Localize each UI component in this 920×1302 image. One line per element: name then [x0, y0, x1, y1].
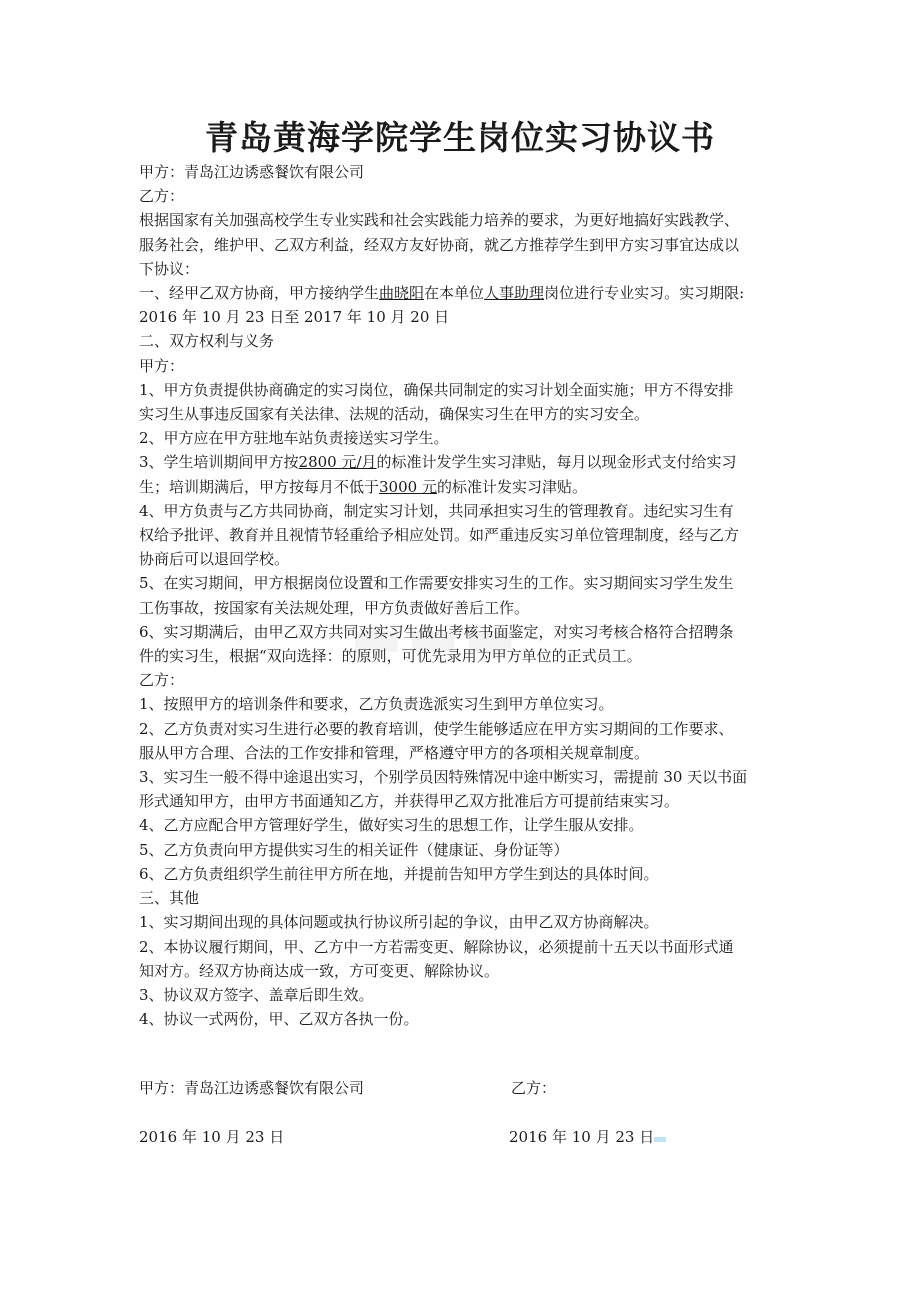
clause-b5: 5、乙方负责向甲方提供实习生的相关证件（健康证、身份证等）	[139, 840, 569, 859]
clause-b1: 1、按照甲方的培训条件和要求，乙方负责选派实习生到甲方单位实习。	[139, 695, 614, 714]
clause-text: 在本单位	[424, 284, 485, 303]
clause-text: 的标准计发实习津贴。	[436, 477, 587, 496]
intro-line: 服务社会，维护甲、乙双方利益，经双方友好协商，就乙方推荐学生到甲方实习事宜达成以	[139, 235, 740, 254]
clause-a1: 1、甲方负责提供协商确定的实习岗位，确保共同制定的实习计划全面实施；甲方不得安排	[139, 380, 734, 399]
clause-a5: 工伤事故，按国家有关法规处理，甲方负责做好善后工作。	[139, 598, 530, 617]
signature-party-a: 甲方：青岛江边诱惑餐饮有限公司	[139, 1079, 365, 1097]
clause-a1: 实习生从事违反国家有关法律、法规的活动，确保实习生在甲方的实习安全。	[139, 405, 650, 424]
clause-b4: 4、乙方应配合甲方管理好学生，做好实习生的思想工作，让学生服从安排。	[139, 816, 644, 835]
clause-b2: 服从甲方合理、合法的工作安排和管理，严格遵守甲方的各项相关规章制度。	[139, 743, 650, 762]
clause-b6: 6、乙方负责组织学生前往甲方所在地，并提前告知甲方学生到达的具体时间。	[139, 864, 659, 883]
intro-line: 根据国家有关加强高校学生专业实践和社会实践能力培养的要求，为更好地搞好实践教学、	[139, 211, 740, 230]
intro-line: 下协议：	[139, 259, 200, 278]
clause-a3	[139, 450, 799, 474]
signature-date-b-wrap	[509, 1125, 666, 1149]
section-heading: 二、双方权利与义务	[139, 332, 275, 351]
clause-c1: 1、实习期间出现的具体问题或执行协议所引起的争议，由甲乙双方协商解决。	[139, 913, 659, 932]
clause-a3	[139, 475, 799, 499]
clause-text: 生；培训期满后，甲方按每月不低于	[139, 477, 380, 496]
highlight-mark	[654, 1137, 666, 1142]
allowance-amount: 2800 元/月	[298, 453, 377, 472]
clause-text: 3、学生培训期间甲方按	[139, 453, 299, 472]
signature-date-a: 2016 年 10 月 23 日	[139, 1128, 285, 1146]
clause-a5: 5、在实习期间，甲方根据岗位设置和工作需要安排实习生的工作。实习期间实习学生发生	[139, 574, 734, 593]
document-title: 青岛黄海学院学生岗位实习协议书	[205, 118, 715, 157]
clause-1	[139, 281, 799, 305]
party-b-heading: 乙方：	[139, 671, 185, 690]
section-heading: 三、其他	[139, 889, 200, 908]
clause-a4: 权给予批评、教育并且视情节轻重给予相应处罚。如严重违反实习单位管理制度，经与乙方	[139, 526, 740, 545]
party-b-line: 乙方：	[139, 187, 185, 206]
clause-a6: 6、实习期满后，由甲乙双方共同对实习生做出考核书面鉴定，对实习考核合格符合招聘条	[139, 622, 734, 641]
signature-date-b: 2016 年 10 月 23 日	[509, 1128, 655, 1146]
clause-a4: 4、甲方负责与乙方共同协商，制定实习计划，共同承担实习生的管理教育。违纪实习生有	[139, 501, 734, 520]
clause-c2: 知对方。经双方协商达成一致，方可变更、解除协议。	[139, 961, 500, 980]
signature-party-b: 乙方：	[511, 1079, 557, 1097]
clause-a6: 件的实习生，根据“双向选择：的原则，可优先录用为甲方单位的正式员工。	[139, 647, 642, 666]
clause-b3: 形式通知甲方，由甲方书面通知乙方，并获得甲乙双方批准后方可提前结束实习。	[139, 792, 680, 811]
watermark-shape	[350, 605, 521, 670]
clause-c2: 2、本协议履行期间，甲、乙方中一方若需变更、解除协议，必须提前十五天以书面形式通	[139, 937, 734, 956]
internship-period: 2016 年 10 月 23 日至 2017 年 10 月 20 日	[139, 308, 450, 327]
position-name: 人事助理	[484, 284, 545, 303]
document-body	[139, 160, 799, 1031]
clause-text: 的标准计发学生实习津贴，每月以现金形式支付给实习	[376, 453, 737, 472]
clause-a4: 协商后可以退回学校。	[139, 550, 290, 569]
clause-a2: 2、甲方应在甲方驻地车站负责接送实习学生。	[139, 429, 449, 448]
clause-text: 岗位进行专业实习。实习期限:	[544, 284, 745, 303]
party-a-heading: 甲方：	[139, 356, 185, 375]
allowance-amount: 3000 元	[379, 477, 437, 496]
clause-b2: 2、乙方负责对实习生进行必要的教育培训，使学生能够适应在甲方实习期间的工作要求、	[139, 719, 734, 738]
clause-text: 一、经甲乙双方协商，甲方接纳学生	[139, 284, 380, 303]
clause-c3: 3、协议双方签字、盖章后即生效。	[139, 985, 374, 1004]
clause-c4: 4、协议一式两份，甲、乙双方各执一份。	[139, 1010, 419, 1029]
student-name: 曲晓阳	[379, 284, 425, 303]
clause-b3: 3、实习生一般不得中途退出实习，个别学员因特殊情况中途中断实习，需提前 30 天以书面	[139, 768, 748, 787]
party-a-line: 甲方：青岛江边诱惑餐饮有限公司	[139, 163, 365, 181]
